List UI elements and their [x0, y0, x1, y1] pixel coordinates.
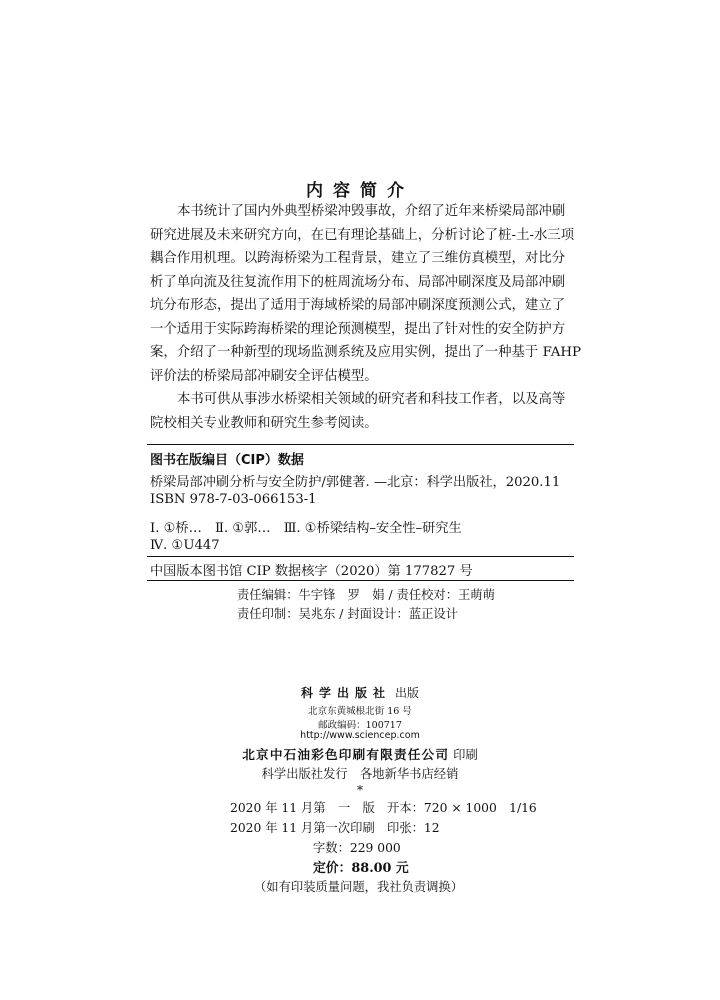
printer-line — [0, 744, 720, 763]
cip-middle-rule — [147, 556, 574, 557]
cip-classification-2: Ⅳ. ①U447 — [150, 538, 220, 553]
text-line: 本书可供从事涉水桥梁相关领域的研究者和科技工作者，以及高等 — [177, 392, 566, 407]
text-line: 析了单向流及往复流作用下的桩周流场分布、局部冲刷深度及局部冲刷 — [150, 274, 566, 290]
text-line: 案，介绍了一种新型的现场监测系统及应用实例，提出了一种基于 FAHP — [150, 345, 582, 360]
text-line: 一个适用于实际跨海桥梁的理论预测模型，提出了针对性的安全防护方 — [150, 321, 566, 337]
printing-line: 2020 年 11 月第一次印刷 印张：12 — [230, 821, 440, 835]
publisher-line — [0, 684, 720, 701]
price: 定价：88.00 元 — [313, 861, 409, 876]
text-line: 研究进展及未来研究方向，在已有理论基础上，分析讨论了桩-土-水三项 — [150, 227, 575, 243]
quality-note: （如有印装质量问题，我社负责调换） — [254, 880, 464, 894]
text-line: 坑分布形态，提出了适用于海域桥梁的局部冲刷深度预测公式，建立了 — [150, 298, 566, 313]
text-line: 本书统计了国内外典型桥梁冲毁事故，介绍了近年来桥梁局部冲刷 — [177, 204, 566, 219]
cip-classification-1: Ⅰ. ①桥… Ⅱ. ①郭… Ⅲ. ①桥梁结构–安全性–研究生 — [150, 521, 462, 536]
edition-line: 2020 年 11 月第 一 版 开本：720 × 1000 1/16 — [230, 801, 537, 815]
publisher-address: 北京东黄城根北街 16 号 — [308, 706, 412, 717]
publisher-postcode: 邮政编码：100717 — [318, 720, 402, 731]
credits-line-2: 责任印制：吴兆东 / 封面设计：蓝正设计 — [237, 607, 459, 621]
cip-bottom-rule — [147, 580, 574, 581]
credits-line-1: 责任编辑：牛宇锋 罗 娟 / 责任校对：王萌萌 — [237, 588, 495, 602]
cip-top-rule — [147, 444, 574, 445]
printer-name: 北京中石油彩色印刷有限责任公司 — [242, 747, 450, 762]
intro-paragraph-1 — [150, 200, 582, 388]
publisher-logo: 科学出版社 — [300, 686, 391, 700]
cip-title-line: 桥梁局部冲刷分析与安全防护/郭健著. —北京：科学出版社，2020.11 — [150, 475, 561, 490]
publish-label: 出版 — [395, 686, 420, 700]
intro-title: 内容简介 — [306, 181, 414, 201]
cip-record-number: 中国版本图书馆 CIP 数据核字（2020）第 177827 号 — [150, 564, 473, 579]
print-label: 印刷 — [453, 748, 478, 762]
text-line: 评价法的桥梁局部冲刷安全评估模型。 — [150, 368, 378, 384]
publisher-website: http://www.sciencep.com — [300, 730, 420, 741]
text-line: 院校相关专业教师和研究生参考阅读。 — [150, 415, 378, 431]
distribution-line: 科学出版社发行 各地新华书店经销 — [261, 767, 459, 781]
text-line: 耦合作用机理。以跨海桥梁为工程背景，建立了三维仿真模型，对比分 — [150, 251, 566, 266]
intro-paragraph-2 — [150, 388, 570, 435]
cip-isbn: ISBN 978-7-03-066153-1 — [150, 492, 317, 507]
cip-heading: 图书在版编目（CIP）数据 — [150, 453, 304, 468]
separator-star: * — [357, 783, 363, 797]
word-count: 字数：229 000 — [313, 841, 401, 855]
